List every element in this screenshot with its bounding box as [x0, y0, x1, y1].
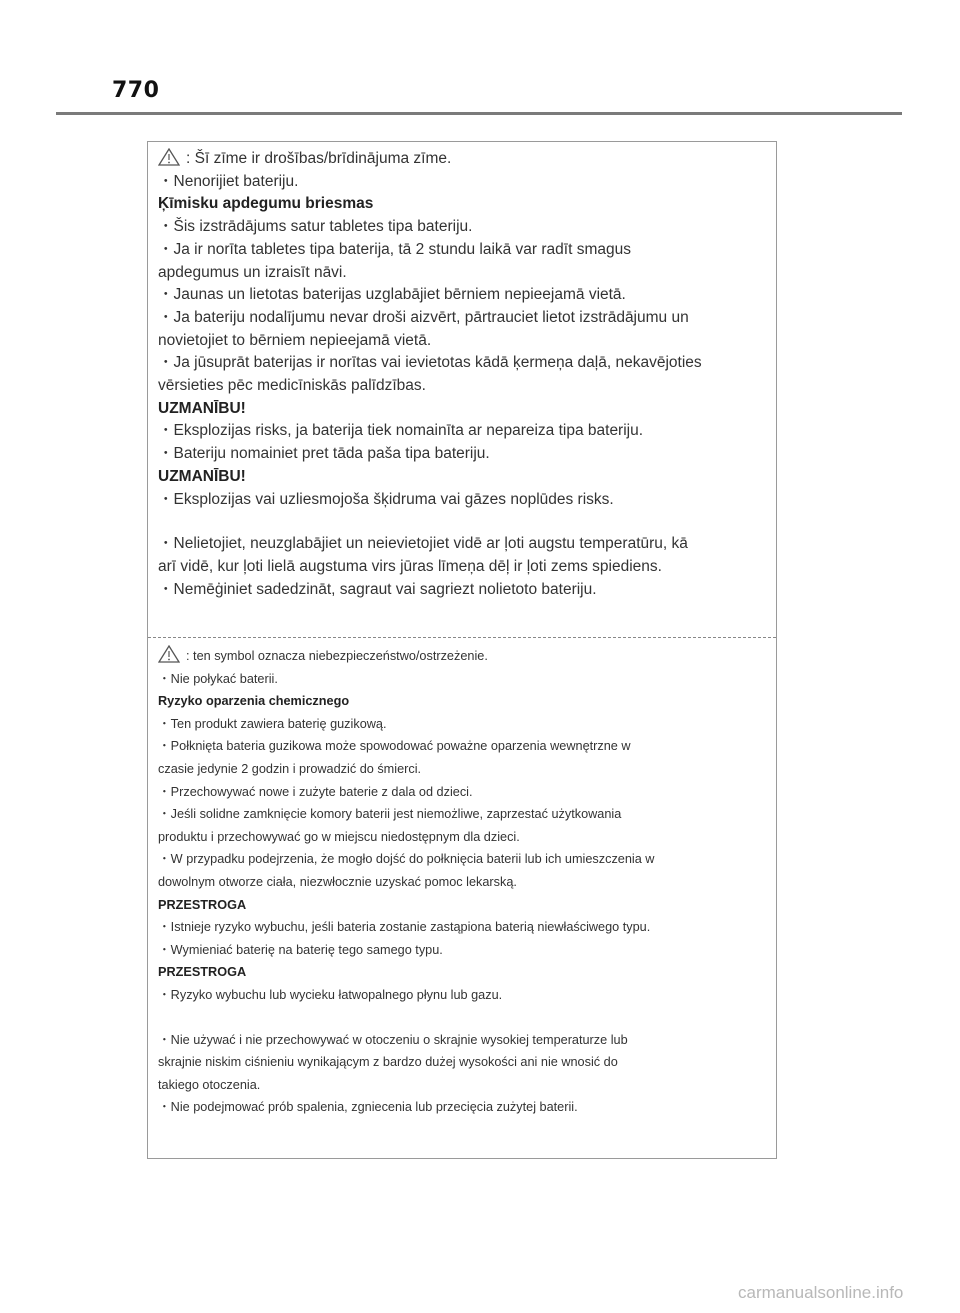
- battery-warning-box: [147, 141, 777, 1159]
- section-divider: [148, 637, 776, 638]
- lv-line-17: ・Nemēģiniet sadedzināt, sagraut vai sagriezt nolietoto bateriju.: [158, 580, 597, 598]
- page-number: 770: [112, 78, 160, 103]
- pl-line-17: takiego otoczenia.: [158, 1077, 261, 1092]
- lv-line-2: ・Šis izstrādājums satur tabletes tipa bateriju.: [158, 218, 473, 236]
- watermark: carmanualsonline.info: [738, 1283, 904, 1302]
- lv-heading-caution-1: UZMANĪBU!: [158, 399, 246, 417]
- pl-line-8: ・W przypadku podejrzenia, że mogło dojść do połknięcia baterii lub ich umieszczenia w: [158, 852, 655, 867]
- polish-section: [158, 645, 766, 1119]
- pl-line-0: ・Nie połykać baterii.: [158, 671, 278, 686]
- lv-line-9: vērsieties pēc medicīniskās palīdzības.: [158, 377, 426, 395]
- pl-line-18: ・Nie podejmować prób spalenia, zgniecenia lub przecięcia zużytej baterii.: [158, 1100, 578, 1115]
- pl-spacer: [158, 1007, 766, 1029]
- pl-line-7: produktu i przechowywać go w miejscu niedostępnym dla dzieci.: [158, 829, 520, 844]
- lv-line-11: ・Eksplozijas risks, ja baterija tiek nomainīta ar nepareiza tipa bateriju.: [158, 422, 644, 440]
- warning-triangle-icon: [158, 645, 180, 663]
- lv-spacer: [158, 511, 766, 533]
- pl-line-6: ・Jeśli solidne zamknięcie komory baterii jest niemożliwe, zaprzestać użytkowania: [158, 807, 622, 822]
- polish-symbol-note: : ten symbol oznacza niebezpieczeństwo/ostrzeżenie.: [186, 649, 488, 663]
- latvian-symbol-line: [158, 148, 766, 171]
- lv-line-4: apdegumus un izraisīt nāvi.: [158, 263, 347, 281]
- warning-triangle-icon: [158, 148, 180, 166]
- latvian-section: [158, 148, 766, 601]
- lv-line-0: ・Nenorijiet bateriju.: [158, 172, 299, 190]
- pl-line-3: ・Połknięta bateria guzikowa może spowodować poważne oparzenia wewnętrzne w: [158, 739, 631, 754]
- lv-line-15: ・Nelietojiet, neuzglabājiet un neievietojiet vidē ar ļoti augstu temperatūru, kā: [158, 535, 688, 553]
- pl-heading-caution-2: PRZESTROGA: [158, 965, 247, 980]
- lv-line-12: ・Bateriju nomainiet pret tāda paša tipa bateriju.: [158, 445, 490, 463]
- lv-line-7: novietojiet to bērniem nepieejamā vietā.: [158, 331, 432, 349]
- lv-line-8: ・Ja jūsuprāt baterijas ir norītas vai ievietotas kādā ķermeņa daļā, nekavējoties: [158, 354, 702, 372]
- lv-line-16: arī vidē, kur ļoti lielā augstuma virs jūras līmeņa dēļ ir ļoti zems spiediens.: [158, 557, 662, 575]
- pl-line-16: skrajnie niskim ciśnieniu wynikającym z bardzo dużej wysokości ani nie wnosić do: [158, 1055, 618, 1070]
- pl-line-15: ・Nie używać i nie przechowywać w otoczeniu o skrajnie wysokiej temperaturze lub: [158, 1032, 628, 1047]
- header-rule: [56, 112, 902, 115]
- pl-heading-caution-1: PRZESTROGA: [158, 897, 247, 912]
- lv-line-14: ・Eksplozijas vai uzliesmojoša šķidruma vai gāzes noplūdes risks.: [158, 490, 614, 508]
- pl-line-11: ・Istnieje ryzyko wybuchu, jeśli bateria zostanie zastąpiona baterią niewłaściwego typu.: [158, 920, 651, 935]
- pl-line-5: ・Przechowywać nowe i zużyte baterie z dala od dzieci.: [158, 784, 473, 799]
- pl-line-12: ・Wymieniać baterię na baterię tego samego typu.: [158, 942, 443, 957]
- lv-line-6: ・Ja bateriju nodalījumu nevar droši aizvērt, pārtrauciet lietot izstrādājumu un: [158, 308, 689, 326]
- pl-line-4: czasie jedynie 2 godzin i prowadzić do śmierci.: [158, 761, 422, 776]
- lv-line-3: ・Ja ir norīta tabletes tipa baterija, tā 2 stundu laikā var radīt smagus: [158, 240, 631, 258]
- pl-heading-chemical-burn: Ryzyko oparzenia chemicznego: [158, 694, 350, 709]
- lv-heading-chemical-burn: Ķīmisku apdegumu briesmas: [158, 195, 374, 213]
- latvian-symbol-note: : Šī zīme ir drošības/brīdinājuma zīme.: [186, 150, 452, 167]
- pl-line-2: ・Ten produkt zawiera baterię guzikową.: [158, 716, 387, 731]
- pl-line-9: dowolnym otworze ciała, niezwłocznie uzyskać pomoc lekarską.: [158, 874, 517, 889]
- lv-heading-caution-2: UZMANĪBU!: [158, 467, 246, 485]
- polish-symbol-line: [158, 645, 766, 668]
- lv-line-5: ・Jaunas un lietotas baterijas uzglabājiet bērniem nepieejamā vietā.: [158, 286, 626, 304]
- pl-line-14: ・Ryzyko wybuchu lub wycieku łatwopalnego płynu lub gazu.: [158, 987, 503, 1002]
